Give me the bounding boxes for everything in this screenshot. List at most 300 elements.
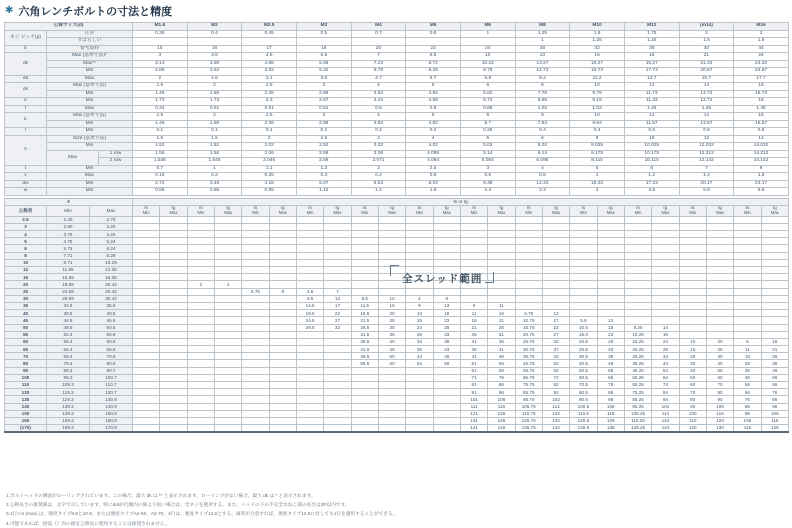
dim-value-cell: 13 [515, 53, 570, 61]
len-min-cell: 139.2 [47, 403, 90, 410]
ls-lg-cell [488, 252, 515, 259]
ls-lg-cell [570, 288, 597, 295]
len-max-cell: 65.6 [90, 346, 133, 353]
ls-lg-cell: 74 [652, 382, 679, 389]
len-max-cell: 55.6 [90, 331, 133, 338]
ls-lg-cell [269, 252, 296, 259]
dim-value-cell: 3.3 [515, 188, 570, 196]
length-cell: 30 [5, 295, 47, 302]
dim-value-cell: 5.084 [460, 158, 515, 166]
dim-value-cell: 0.5 [296, 30, 351, 38]
ls-lg-cell [597, 295, 624, 302]
dim-value-cell: 17.7 [734, 75, 789, 83]
ls-lg-cell [187, 331, 214, 338]
ls-lg-cell [515, 281, 542, 288]
ls-lg-cell [324, 417, 351, 424]
ls-lg-cell: 11 [488, 302, 515, 309]
ls-lg-cell [679, 267, 706, 274]
ls-lg-cell [542, 216, 569, 223]
ls-lg-cell [433, 223, 460, 230]
dim-value-cell: 1.4 [351, 188, 406, 196]
dim-value-cell: 0.51 [242, 105, 297, 113]
ls-lg-cell: 13 [597, 317, 624, 324]
length-cell: 80 [5, 360, 47, 367]
ls-min-header: ℓs Min [187, 205, 214, 216]
ls-lg-cell [242, 216, 269, 223]
dim-value-cell: 5.07 [296, 180, 351, 188]
lg-max-header: ℓg Max [433, 205, 460, 216]
ls-lg-cell [160, 338, 187, 345]
ls-lg-cell [133, 259, 160, 266]
ls-lg-cell [214, 324, 241, 331]
length-table [4, 198, 789, 433]
dim-value-cell: 5.7 [406, 75, 461, 83]
dim-value-cell: 12.212 [679, 150, 734, 158]
dim-value-cell: 0.5 [406, 173, 461, 181]
ls-lg-cell [324, 374, 351, 381]
ls-lg-cell: 56 [488, 360, 515, 367]
ls-lg-cell: 16 [488, 310, 515, 317]
dim-value-cell: 10.175 [624, 150, 679, 158]
ls-lg-cell: 96 [488, 389, 515, 396]
ls-min-header: ℓs Min [133, 205, 160, 216]
ls-lg-cell: 95.25 [624, 403, 651, 410]
ls-lg-cell: 60 [679, 382, 706, 389]
ls-lg-cell [269, 360, 296, 367]
row-label: e [5, 98, 47, 106]
ls-lg-cell [734, 310, 761, 317]
ls-lg-cell [214, 245, 241, 252]
dim-value-cell: 0.4 [570, 128, 625, 136]
row-label: Min [47, 128, 133, 136]
ls-lg-cell [706, 245, 733, 252]
dim-value-cell: 1 [570, 173, 625, 181]
size-col-header: M3 [296, 23, 351, 31]
ls-lg-cell [187, 310, 214, 317]
row-label: 1 row [99, 150, 133, 158]
ls-lg-cell [187, 324, 214, 331]
ls-lg-cell [242, 374, 269, 381]
ls-lg-cell [160, 353, 187, 360]
ls-lg-cell [351, 223, 378, 230]
len-min-cell: 34.5 [47, 302, 90, 309]
ls-lg-cell: 29 [652, 346, 679, 353]
dim-value-cell [242, 38, 297, 46]
ls-lg-cell: 78 [597, 382, 624, 389]
length-row [5, 231, 789, 238]
ls-lg-cell: 11 [734, 346, 761, 353]
ls-lg-cell [296, 252, 323, 259]
ls-lg-cell [515, 259, 542, 266]
row-label: Max [47, 150, 99, 165]
ls-lg-cell: 124 [652, 417, 679, 424]
dim-value-cell: 2.3 [242, 98, 297, 106]
ls-lg-cell [597, 238, 624, 245]
ls-lg-cell: 100 [706, 403, 733, 410]
dim-value-cell: 4 [406, 135, 461, 143]
ls-min-header: ℓs Min [242, 205, 269, 216]
length-row [5, 353, 789, 360]
ls-lg-cell [597, 281, 624, 288]
ls-lg-cell: 82 [542, 382, 569, 389]
row-label: Min [47, 188, 133, 196]
ls-lg-cell [406, 252, 433, 259]
ls-lg-cell [214, 252, 241, 259]
ls-lg-cell [160, 274, 187, 281]
dim-value-cell: 2.56 [296, 158, 351, 166]
row-label: 2 row [99, 158, 133, 166]
dim-value-cell: 4.02 [406, 143, 461, 151]
ls-lg-cell [488, 231, 515, 238]
ls-lg-cell: 101 [460, 396, 487, 403]
ls-lg-cell [734, 331, 761, 338]
ls-lg-cell [324, 238, 351, 245]
dim-value-cell: 11.57 [624, 120, 679, 128]
ls-lg-cell [351, 231, 378, 238]
ls-lg-cell: 6 [734, 338, 761, 345]
ls-lg-cell: 27 [542, 331, 569, 338]
ls-lg-cell [515, 238, 542, 245]
dim-value-cell: 15.33 [570, 180, 625, 188]
length-row [5, 288, 789, 295]
ls-lg-cell [433, 382, 460, 389]
len-min-cell: 69.4 [47, 353, 90, 360]
ls-lg-cell [242, 245, 269, 252]
bracket-open-icon [390, 265, 399, 276]
ls-lg-cell [133, 382, 160, 389]
ls-lg-cell [378, 288, 405, 295]
dim-value-cell: 5 [406, 83, 461, 91]
row-label: すばらしい [47, 38, 133, 46]
ls-lg-cell [570, 259, 597, 266]
ls-lg-cell [761, 274, 789, 281]
ls-lg-cell [706, 331, 733, 338]
ls-lg-cell [378, 238, 405, 245]
ls-lg-cell [433, 396, 460, 403]
size-col-header: M8 [515, 23, 570, 31]
ls-lg-cell [378, 223, 405, 230]
ls-lg-cell [706, 259, 733, 266]
ls-lg-cell [133, 317, 160, 324]
ls-lg-cell: 15.75 [515, 324, 542, 331]
ls-lg-cell: 118 [597, 410, 624, 417]
length-row [5, 338, 789, 345]
ls-lg-cell [351, 367, 378, 374]
ls-lg-cell [734, 216, 761, 223]
ls-lg-cell [214, 295, 241, 302]
dim-value-cell: 2.86 [133, 68, 188, 76]
dim-value-cell: 4.68 [242, 60, 297, 68]
row-label: t [5, 165, 47, 173]
ls-lg-cell: 60 [706, 374, 733, 381]
ls-lg-cell [542, 302, 569, 309]
length-row [5, 302, 789, 309]
ls-lg-cell: 38 [597, 353, 624, 360]
len-max-cell: 90.7 [90, 367, 133, 374]
ls-lg-cell [652, 216, 679, 223]
ls-lg-cell [597, 252, 624, 259]
ls-lg-cell [761, 281, 789, 288]
dim-value-cell: 1.02 [570, 105, 625, 113]
size-col-header: M2.5 [242, 23, 297, 31]
ls-lg-cell [242, 417, 269, 424]
dim-value-cell: 5 [406, 113, 461, 121]
ls-lg-cell [406, 374, 433, 381]
dim-value-cell: 2 [734, 30, 789, 38]
len-max-cell: 6.24 [90, 245, 133, 252]
dim-value-cell: 0.16 [133, 173, 188, 181]
size-col-header: (m14) [679, 23, 734, 31]
dim-value-cell: 1.86 [187, 120, 242, 128]
ls-lg-cell: 36 [761, 360, 789, 367]
row-label: Max (基準寸法) [47, 83, 133, 91]
ls-lg-cell [160, 310, 187, 317]
ls-lg-cell [761, 288, 789, 295]
ls-lg-cell [406, 238, 433, 245]
length-cell: 90 [5, 367, 47, 374]
ls-lg-cell: 14.5 [296, 302, 323, 309]
ls-lg-cell [679, 317, 706, 324]
dim-value-cell: 4.084 [406, 158, 461, 166]
ls-lg-cell [214, 310, 241, 317]
dim-value-cell: 15 [133, 45, 188, 53]
ls-lg-cell [269, 425, 296, 432]
ls-lg-cell [761, 331, 789, 338]
dim-value-cell: 4.095 [406, 150, 461, 158]
ls-lg-cell: 64 [652, 374, 679, 381]
ls-lg-cell [242, 382, 269, 389]
dim-value-cell [406, 38, 461, 46]
ls-lg-cell [570, 310, 597, 317]
ls-lg-cell [160, 346, 187, 353]
ls-lg-cell [296, 231, 323, 238]
ls-lg-cell [488, 245, 515, 252]
ls-lg-cell [269, 310, 296, 317]
ls-lg-cell: 36 [734, 367, 761, 374]
ls-lg-cell: 24.5 [296, 317, 323, 324]
ls-lg-cell [133, 353, 160, 360]
ls-lg-cell [296, 216, 323, 223]
ls-lg-cell: 29.5 [296, 324, 323, 331]
ls-lg-cell: 30 [378, 324, 405, 331]
dim-value-cell: 15.7 [679, 75, 734, 83]
ls-lg-cell: 71 [460, 374, 487, 381]
ls-lg-cell: 19 [652, 331, 679, 338]
ls-lg-cell: 86 [761, 396, 789, 403]
ls-lg-cell: 21 [488, 317, 515, 324]
max-col-header: Max [90, 205, 133, 216]
ls-lg-cell [679, 259, 706, 266]
row-label: Min [47, 90, 133, 98]
ls-lg-cell [351, 374, 378, 381]
length-cell: 3 [5, 223, 47, 230]
ls-lg-cell: 70 [706, 382, 733, 389]
length-cell: 4 [5, 231, 47, 238]
dim-value-cell: 20 [351, 45, 406, 53]
ls-lg-cell: 90 [706, 396, 733, 403]
ls-lg-cell [570, 302, 597, 309]
ls-lg-cell: 84 [652, 389, 679, 396]
ls-lg-cell [570, 216, 597, 223]
ls-lg-cell [515, 231, 542, 238]
dim-value-cell: 2.72 [133, 180, 188, 188]
ls-lg-cell [187, 252, 214, 259]
ls-lg-cell: 25.5 [570, 346, 597, 353]
ls-lg-cell [406, 223, 433, 230]
dimension-row [5, 143, 789, 151]
len-min-cell: 15.65 [47, 274, 90, 281]
ls-lg-cell [269, 267, 296, 274]
ls-lg-cell: 75.75 [515, 382, 542, 389]
dim-value-cell: 1.6 [734, 173, 789, 181]
dim-value-cell: 18.27 [624, 60, 679, 68]
dim-value-cell: 21 [679, 53, 734, 61]
ls-lg-cell [242, 310, 269, 317]
ls-lg-cell: 115.75 [515, 410, 542, 417]
ls-lg-cell [515, 274, 542, 281]
ls-lg-cell [734, 252, 761, 259]
ls-lg-cell [269, 295, 296, 302]
ls-lg-cell [351, 216, 378, 223]
length-cell: 55 [5, 331, 47, 338]
ls-lg-cell: 14 [652, 324, 679, 331]
dim-value-cell: 14.032 [734, 143, 789, 151]
dim-value-cell: 9.78 [460, 68, 515, 76]
dim-value-cell: 14.212 [734, 150, 789, 158]
dim-value-cell: 2 [679, 30, 734, 38]
ls-lg-cell [433, 367, 460, 374]
ls-lg-cell [406, 403, 433, 410]
ls-min-header: ℓs Min [296, 205, 323, 216]
ls-lg-cell: 45 [378, 346, 405, 353]
len-min-cell: 59.4 [47, 338, 90, 345]
dim-value-cell: 40 [679, 45, 734, 53]
length-cell: 160 [5, 417, 47, 424]
ls-lg-cell [160, 238, 187, 245]
ls-lg-cell: 131 [460, 417, 487, 424]
ls-lg-cell [624, 267, 651, 274]
dim-value-cell: 3.44 [351, 98, 406, 106]
ls-lg-cell: 34 [652, 353, 679, 360]
ls-lg-cell [351, 389, 378, 396]
ls-lg-cell [133, 403, 160, 410]
length-row [5, 238, 789, 245]
ls-lg-cell: 132 [542, 417, 569, 424]
ls-lg-cell: 116 [761, 417, 789, 424]
dim-value-cell: 12.73 [515, 68, 570, 76]
ls-lg-cell [214, 374, 241, 381]
dim-value-cell: 4.18 [242, 180, 297, 188]
ls-lg-cell [187, 245, 214, 252]
dim-value-cell: 3.48 [187, 180, 242, 188]
ls-lg-cell: 20 [378, 310, 405, 317]
ls-min-header: ℓs Min [570, 205, 597, 216]
len-min-cell: 149.2 [47, 410, 90, 417]
length-cell: 45 [5, 317, 47, 324]
len-max-cell: 45.5 [90, 317, 133, 324]
dim-value-cell: 3.1 [242, 75, 297, 83]
row-label: dw [5, 180, 47, 188]
len-min-cell: 2.80 [47, 223, 90, 230]
ls-lg-cell [133, 410, 160, 417]
ls-lg-cell [570, 223, 597, 230]
ls-lg-cell [706, 324, 733, 331]
dim-value-cell [296, 38, 351, 46]
ls-lg-cell [214, 346, 241, 353]
length-cell: 6 [5, 245, 47, 252]
ls-lg-cell [652, 302, 679, 309]
ls-lg-cell: 32 [324, 324, 351, 331]
ls-lg-cell [378, 403, 405, 410]
len-max-cell: 10.29 [90, 259, 133, 266]
ls-lg-cell [624, 288, 651, 295]
dim-value-cell: 1.25 [624, 38, 679, 46]
length-cell: 40 [5, 310, 47, 317]
dim-value-cell: 4.5 [242, 53, 297, 61]
ls-lg-cell [214, 425, 241, 432]
footnote-line: 3.1行のs (max) は、強度タイプ8.8と10.9、または強度タイプA2-50、A2-70、2行は、強度タイプ12.9とする。両者が合意すれば、強度タイプ12.9に対しても1行を適用することができる。 [6, 511, 398, 517]
l-header-row [5, 198, 789, 205]
ls-lg-cell [624, 238, 651, 245]
ls-lg-cell [706, 231, 733, 238]
dim-value-cell: 7.78 [515, 90, 570, 98]
ls-lg-cell [597, 274, 624, 281]
ls-lg-cell: 25 [378, 317, 405, 324]
length-row [5, 396, 789, 403]
ls-lg-cell [133, 360, 160, 367]
ls-lg-cell [624, 317, 651, 324]
ls-lg-cell: 41 [488, 346, 515, 353]
ls-lg-cell [187, 425, 214, 432]
ls-lg-cell: 30.5 [570, 353, 597, 360]
ls-lg-cell: 95.75 [515, 396, 542, 403]
lg-max-header: ℓg Max [542, 205, 569, 216]
ls-lg-cell [679, 302, 706, 309]
dim-value-cell: 1.45 [734, 105, 789, 113]
ls-lg-cell [515, 252, 542, 259]
ls-lg-cell [242, 302, 269, 309]
ls-lg-cell: 15.25 [624, 338, 651, 345]
ls-lg-cell: 52 [542, 360, 569, 367]
ls-lg-cell [706, 274, 733, 281]
ls-lg-cell [242, 252, 269, 259]
ls-min-header: ℓs Min [734, 205, 761, 216]
ls-lg-cell [242, 324, 269, 331]
lg-max-header: ℓg Max [706, 205, 733, 216]
ls-lg-cell: 42 [542, 353, 569, 360]
dim-value-cell: 17 [242, 45, 297, 53]
ls-lg-cell [624, 295, 651, 302]
row-label: Max [47, 173, 133, 181]
ls-lg-cell [160, 389, 187, 396]
dim-value-cell: 1.9 [406, 188, 461, 196]
ls-lg-cell [570, 267, 597, 274]
dim-value-cell: 3.8 [187, 53, 242, 61]
row-label: k [5, 113, 47, 128]
row-label: Min [47, 120, 133, 128]
ls-lg-cell [378, 417, 405, 424]
dim-value-cell: 1.15 [296, 188, 351, 196]
row-label: s [5, 135, 47, 165]
dim-value-cell: 10.22 [460, 60, 515, 68]
dim-value-cell: 0.4 [351, 173, 406, 181]
row-label: v [5, 173, 47, 181]
size-col-header: M10 [570, 23, 625, 31]
min-col-header: Min [47, 205, 90, 216]
ls-lg-cell [160, 216, 187, 223]
dimension-row [5, 60, 789, 68]
dim-value-cell: 8 [734, 165, 789, 173]
